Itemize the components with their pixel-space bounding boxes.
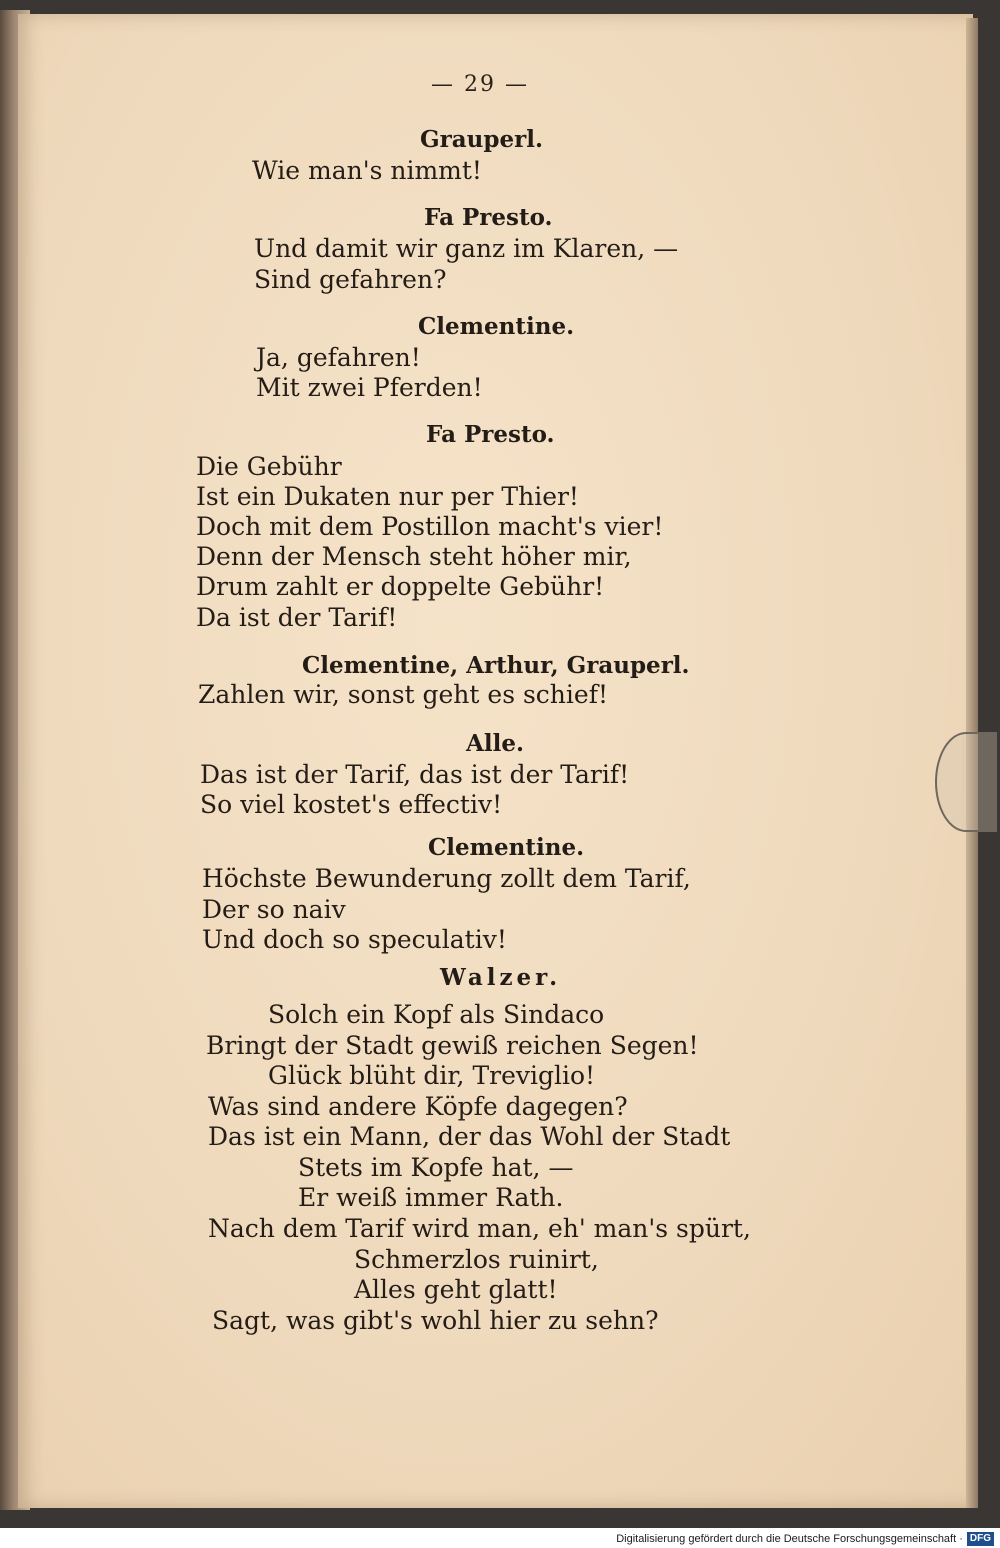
verse-line: Bringt der Stadt gewiß reichen Segen! <box>206 1031 699 1060</box>
verse-line: Das ist der Tarif, das ist der Tarif! <box>200 760 630 789</box>
verse-line: Höchste Bewunderung zollt dem Tarif, <box>202 864 691 893</box>
verse-line: Solch ein Kopf als Sindaco <box>268 1000 605 1029</box>
page-number: — 29 — <box>431 72 529 97</box>
speaker-name: Clementine. <box>428 834 585 861</box>
speaker-name: Clementine, Arthur, Grauperl. <box>302 652 690 679</box>
verse-line: Ist ein Dukaten nur per Thier! <box>196 482 579 511</box>
verse-line: Drum zahlt er doppelte Gebühr! <box>196 572 605 601</box>
verse-line: Stets im Kopfe hat, — <box>298 1153 574 1182</box>
verse-line: Sind gefahren? <box>254 265 447 294</box>
speaker-name: Grauperl. <box>420 126 543 153</box>
speaker-name: Fa Presto. <box>424 204 553 231</box>
funding-footer <box>616 1530 994 1548</box>
verse-line: Wie man's nimmt! <box>252 156 482 185</box>
verse-line: Nach dem Tarif wird man, eh' man's spürt, <box>208 1214 751 1243</box>
speaker-name: Clementine. <box>418 313 575 340</box>
dfg-logo: DFG <box>967 1532 994 1546</box>
verse-line: Der so naiv <box>202 895 346 924</box>
verse-line: Und doch so speculativ! <box>202 925 507 954</box>
verse-line: Denn der Mensch steht höher mir, <box>196 542 632 571</box>
verse-line: Mit zwei Pferden! <box>256 373 483 402</box>
verse-line: Ja, gefahren! <box>256 343 421 372</box>
verse-line: Zahlen wir, sonst geht es schief! <box>198 680 608 709</box>
verse-line: Doch mit dem Postillon macht's vier! <box>196 512 664 541</box>
verse-line: Was sind andere Köpfe dagegen? <box>208 1092 628 1121</box>
footer-text: Digitalisierung gefördert durch die Deutsche Forschungsgemeinschaft · <box>616 1533 963 1545</box>
verse-line: Schmerzlos ruinirt, <box>354 1245 599 1274</box>
section-heading: Walzer. <box>440 964 562 991</box>
verse-line: Und damit wir ganz im Klaren, — <box>254 234 679 263</box>
verse-line: Das ist ein Mann, der das Wohl der Stadt <box>208 1122 731 1151</box>
verse-line: Sagt, was gibt's wohl hier zu sehn? <box>212 1306 659 1335</box>
speaker-name: Fa Presto. <box>426 421 555 448</box>
verse-line: Er weiß immer Rath. <box>298 1183 564 1212</box>
verse-line: So viel kostet's effectiv! <box>200 790 503 819</box>
speaker-name: Alle. <box>466 730 524 757</box>
page-clip <box>935 732 997 832</box>
verse-line: Da ist der Tarif! <box>196 603 398 632</box>
verse-line: Glück blüht dir, Treviglio! <box>268 1061 596 1090</box>
verse-line: Die Gebühr <box>196 452 342 481</box>
verse-line: Alles geht glatt! <box>354 1275 558 1304</box>
